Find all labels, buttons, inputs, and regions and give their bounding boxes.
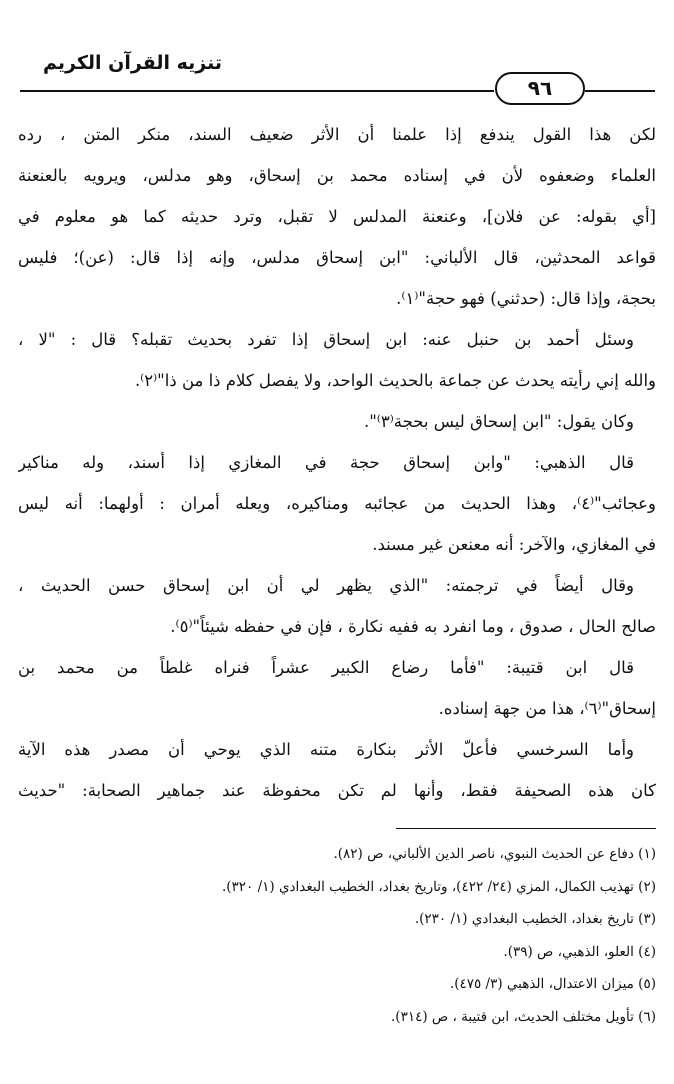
footnote: (٤) العلو، الذهبي، ص (٣٩). xyxy=(503,943,656,960)
body-line: قال ابن قتيبة: "فأما رضاع الكبير عشراً فنراه غلطاً من محمد بن xyxy=(18,658,634,677)
footnote: (٣) تاريخ بغداد، الخطيب البغدادي (١/ ٢٣٠). xyxy=(414,911,656,927)
body-line: وعجائب"⁽٤⁾، وهذا الحديث من عجائبه ومناكيره، ويعله أمران : أولهما: أنه ليس xyxy=(18,494,656,513)
body-line: وكان يقول: "ابن إسحاق ليس بحجة⁽٣⁾". xyxy=(363,412,634,431)
footnote-separator xyxy=(396,828,656,829)
footnote: (١) دفاع عن الحديث النبوي، ناصر الدين الألباني، ص (٨٢). xyxy=(333,846,656,862)
body-line: كان هذه الصحيفة فقط، وأنها لم تكن محفوظة عند جماهير الصحابة: "حديث xyxy=(18,781,656,800)
footnotes xyxy=(18,838,656,1033)
body-line: بحجة، وإذا قال: (حدثني) فهو حجة"⁽١⁾. xyxy=(396,289,656,308)
body-text xyxy=(18,114,656,811)
running-header-title: تنزيه القرآن الكريم xyxy=(42,52,222,74)
body-line: وسئل أحمد بن حنبل عنه: ابن إسحاق إذا تفرد بحديث تقبله؟ قال : "لا ، xyxy=(18,330,634,349)
page-number-badge: ٩٦ xyxy=(495,72,585,105)
footnote: (٢) تهذيب الكمال، المزي (٢٤/ ٤٢٢)، وتاريخ بغداد، الخطيب البغدادي (١/ ٣٢٠). xyxy=(221,878,656,895)
body-line: إسحاق"⁽٦⁾، هذا من جهة إسناده. xyxy=(438,699,656,718)
body-line: العلماء وضعفوه لأن في إسناده محمد بن إسحاق، وهو مدلس، ويرويه بالعنعنة xyxy=(18,166,656,185)
header-rule xyxy=(20,90,494,92)
body-line: لكن هذا القول يندفع إذا علمنا أن الأثر ضعيف السند، منكر المتن ، رده xyxy=(18,125,656,144)
body-line: قال الذهبي: "وابن إسحاق حجة في المغازي إذا أسند، وله مناكير xyxy=(18,453,634,472)
body-line: [أي بقوله: عن فلان]، وعنعنة المدلس لا تقبل، وترد حديثه كما هو معلوم في xyxy=(18,207,656,226)
body-line: صالح الحال ، صدوق ، وما انفرد به ففيه نكارة ، فإن في حفظه شيئاً"⁽٥⁾. xyxy=(170,617,656,636)
body-line: في المغازي، والآخر: أنه معنعن غير مسند. xyxy=(372,535,656,554)
body-line: والله إني رأيته يحدث عن جماعة بالحديث الواحد، ولا يفصل كلام ذا من ذا"⁽٢⁾. xyxy=(134,371,656,390)
body-line: وقال أيضاً في ترجمته: "الذي يظهر لي أن ابن إسحاق حسن الحديث ، xyxy=(18,576,634,595)
body-line: وأما السرخسي فأعلّ الأثر بنكارة متنه الذي يوحي أن مصدر هذه الآية xyxy=(18,740,634,759)
body-line: قواعد المحدثين، قال الألباني: "ابن إسحاق مدلس، وإنه إذا قال: (عن)؛ فليس xyxy=(18,248,656,267)
header-rule-right xyxy=(585,90,655,92)
footnote: (٦) تأويل مختلف الحديث، ابن قتيبة ، ص (٣١٤). xyxy=(391,1008,656,1025)
footnote: (٥) ميزان الاعتدال، الذهبي (٣/ ٤٧٥). xyxy=(449,976,656,992)
